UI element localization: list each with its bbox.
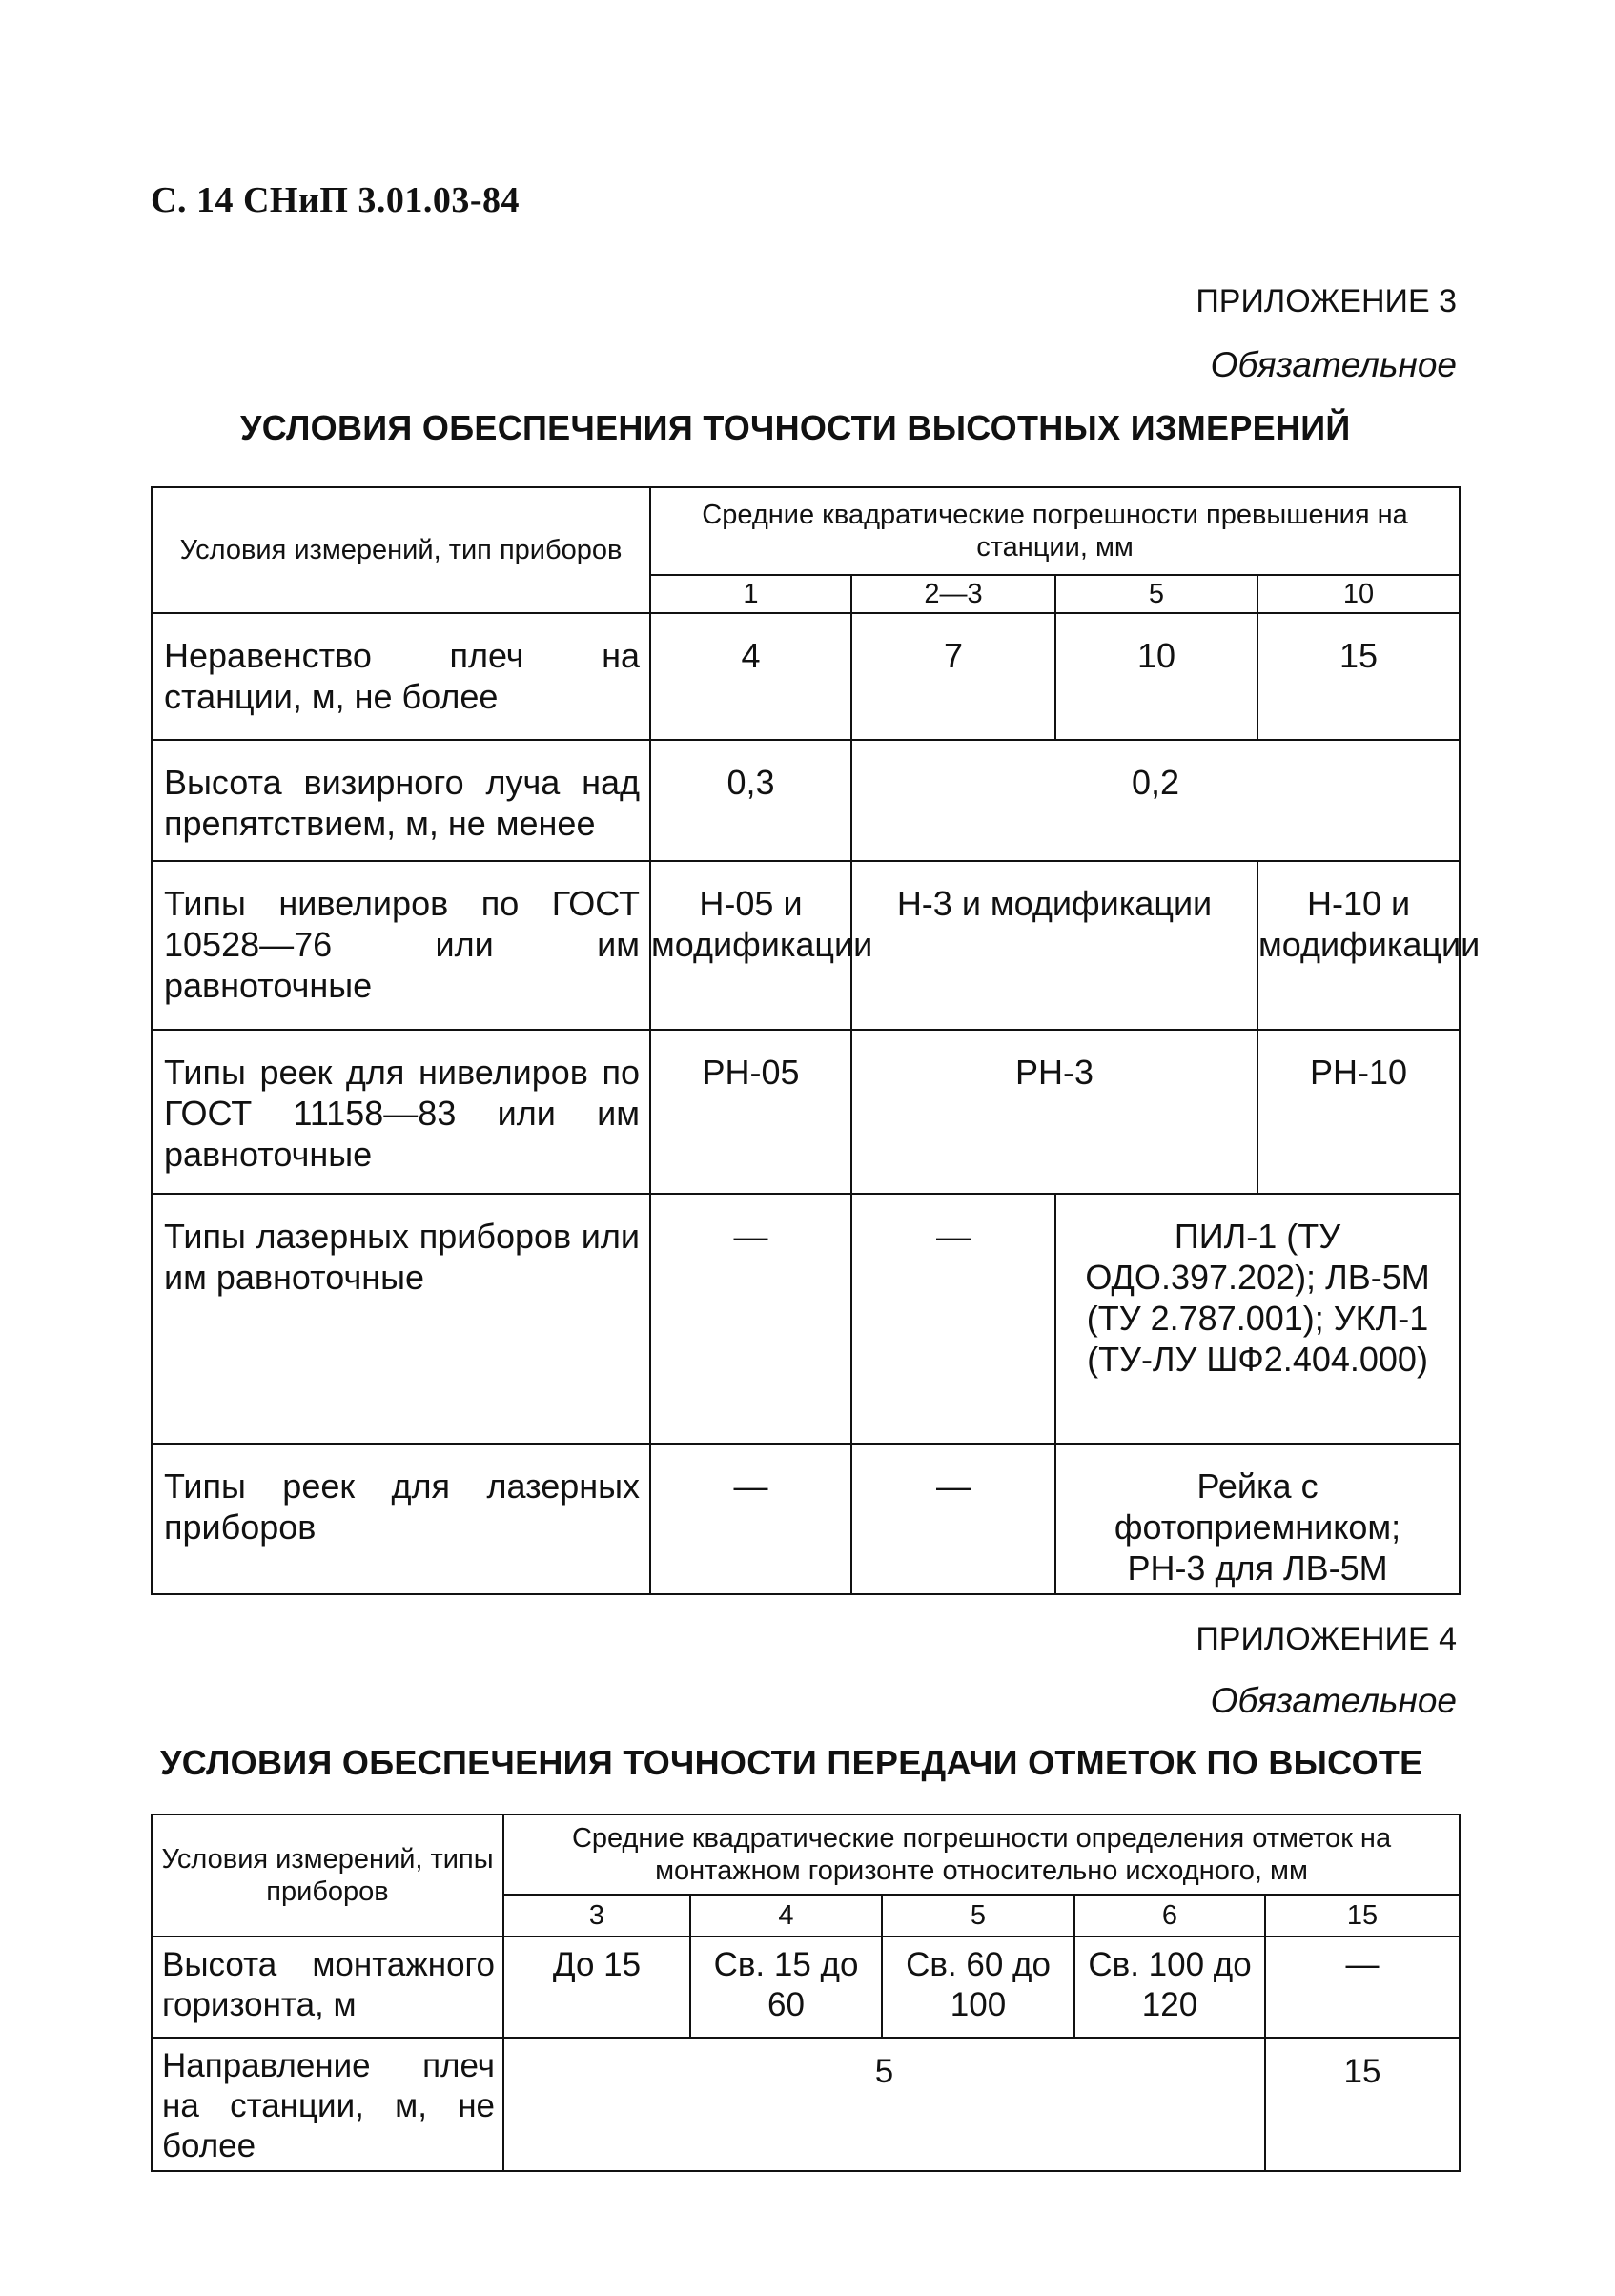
table-cell: РН-10: [1257, 1030, 1460, 1194]
row-label: Неравенство плеч на станции, м, не более: [152, 613, 650, 740]
row-label: Типы лазерных приборов или им равноточные: [152, 1194, 650, 1444]
col-4: 4: [690, 1895, 882, 1937]
table-row: [152, 1194, 1460, 1444]
table-header-row: [152, 1814, 1460, 1895]
appendix-4-status: Обязательное: [1210, 1681, 1457, 1720]
table-cell: —: [851, 1194, 1055, 1444]
col-header-errors: Средние квадратические погрешности определения отметок на монтажном горизонте относительно исходного, мм: [503, 1814, 1460, 1895]
row-label: Типы реек для нивелиров по ГОСТ 11158—83 или им равноточные: [152, 1030, 650, 1194]
table-header-row: [152, 487, 1460, 575]
appendix-3-title: УСЛОВИЯ ОБЕСПЕЧЕНИЯ ТОЧНОСТИ ВЫСОТНЫХ ИЗМЕРЕНИЙ: [240, 408, 1351, 447]
table-cell: 7: [851, 613, 1055, 740]
table-cell: 4: [650, 613, 851, 740]
table-cell: Св. 100 до 120: [1074, 1937, 1265, 2038]
col-15: 15: [1265, 1895, 1460, 1937]
table-cell: 15: [1265, 2038, 1460, 2171]
row-label: Высота монтажного горизонта, м: [152, 1937, 503, 2038]
row-label: Типы нивелиров по ГОСТ 10528—76 или им равноточные: [152, 861, 650, 1030]
col-5: 5: [882, 1895, 1074, 1937]
row-label: Направление плеч на станции, м, не более: [152, 2038, 503, 2171]
appendix-3-label: ПРИЛОЖЕНИЕ 3: [1196, 283, 1457, 319]
col-5: 5: [1055, 575, 1257, 613]
col-1: 1: [650, 575, 851, 613]
table-cell: До 15: [503, 1937, 690, 2038]
col-10: 10: [1257, 575, 1460, 613]
col-2-3: 2—3: [851, 575, 1055, 613]
table-row: [152, 861, 1460, 1030]
page-header: С. 14 СНиП 3.01.03-84: [151, 180, 521, 220]
col-header-errors: Средние квадратические погрешности превышения на станции, мм: [650, 487, 1460, 575]
table-cell: Рейка с фотоприемником; РН-3 для ЛВ-5М: [1055, 1444, 1460, 1594]
table-row: [152, 1444, 1460, 1594]
table-cell: Св. 60 до 100: [882, 1937, 1074, 2038]
table-cell: РН-3: [851, 1030, 1257, 1194]
table-cell: Н-3 и модификации: [851, 861, 1257, 1030]
col-header-conditions: Условия измерений, типы приборов: [152, 1814, 503, 1937]
table-cell: 15: [1257, 613, 1460, 740]
row-label: Высота визирного луча над препятствием, м, не менее: [152, 740, 650, 861]
table-cell: 5: [503, 2038, 1265, 2171]
table-cell: —: [650, 1194, 851, 1444]
appendix-3-status: Обязательное: [1210, 345, 1457, 384]
table-row: [152, 2038, 1460, 2171]
table-cell: 10: [1055, 613, 1257, 740]
table-row: [152, 1030, 1460, 1194]
table-cell: РН-05: [650, 1030, 851, 1194]
accuracy-conditions-table: [151, 486, 1481, 1595]
table-cell: Н-05 и модификации: [650, 861, 851, 1030]
col-header-conditions: Условия измерений, тип приборов: [152, 487, 650, 613]
appendix-4-label: ПРИЛОЖЕНИЕ 4: [1196, 1621, 1457, 1657]
table-row: [152, 740, 1460, 861]
table-cell: —: [650, 1444, 851, 1594]
row-label: Типы реек для лазерных приборов: [152, 1444, 650, 1594]
col-3: 3: [503, 1895, 690, 1937]
table-row: [152, 1937, 1460, 2038]
height-transfer-table: [151, 1814, 1461, 2172]
table-cell: Св. 15 до 60: [690, 1937, 882, 2038]
appendix-4-title: УСЛОВИЯ ОБЕСПЕЧЕНИЯ ТОЧНОСТИ ПЕРЕДАЧИ ОТМЕТОК ПО ВЫСОТЕ: [160, 1743, 1423, 1782]
table-cell: 0,2: [851, 740, 1460, 861]
col-6: 6: [1074, 1895, 1265, 1937]
table-cell: ПИЛ-1 (ТУ ОДО.397.202); ЛВ-5М (ТУ 2.787.001); УКЛ-1 (ТУ-ЛУ ШФ2.404.000): [1055, 1194, 1460, 1444]
table-cell: —: [851, 1444, 1055, 1594]
table-row: [152, 613, 1460, 740]
table-cell: Н-10 и модификации: [1257, 861, 1460, 1030]
table-cell: —: [1265, 1937, 1460, 2038]
table-cell: 0,3: [650, 740, 851, 861]
